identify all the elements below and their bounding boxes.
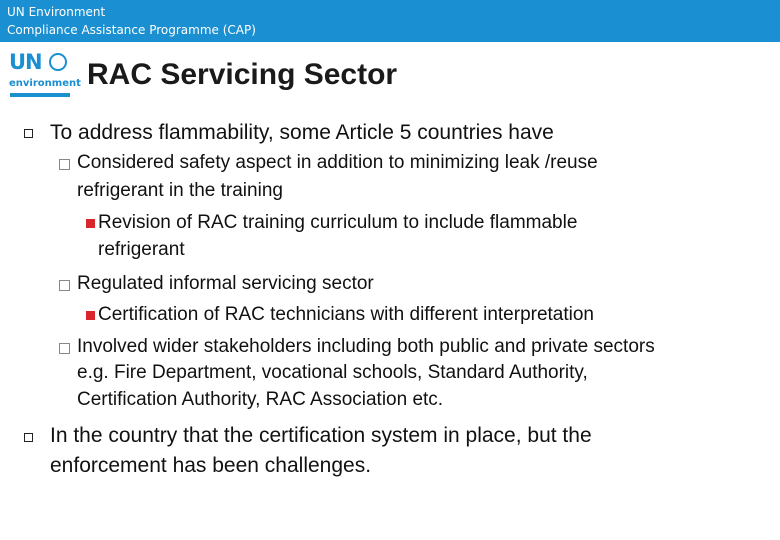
sub-sub-bullet-2: Certification of RAC technicians with different interpretation xyxy=(98,304,595,325)
checkbox-icon xyxy=(59,280,70,291)
sub-bullet-3-line-3: Certification Authority, RAC Association etc. xyxy=(77,389,444,410)
bullet-square-icon xyxy=(24,433,33,442)
logo-mark: UN xyxy=(9,50,42,74)
bullet-2-line-2: enforcement has been challenges. xyxy=(50,454,372,477)
red-square-bullet-icon xyxy=(86,219,95,228)
bullet-2-line-1: In the country that the certification system in place, but the xyxy=(50,424,592,447)
sub-sub-bullet-1-line-1: Revision of RAC training curriculum to include flammable xyxy=(98,212,578,233)
sub-sub-bullet-1-line-2: refrigerant xyxy=(98,239,185,260)
programme-name: Compliance Assistance Programme (CAP) xyxy=(7,23,256,37)
sub-bullet-3-line-1: Involved wider stakeholders including both public and private sectors xyxy=(77,336,655,357)
logo-underline xyxy=(10,93,70,97)
header-bar xyxy=(0,0,780,42)
slide-title: RAC Servicing Sector xyxy=(87,58,398,91)
sub-bullet-1-line-1: Considered safety aspect in addition to minimizing leak /reuse xyxy=(77,152,598,173)
bullet-square-icon xyxy=(24,129,33,138)
red-square-bullet-icon xyxy=(86,311,95,320)
logo-word: environment xyxy=(9,78,81,89)
globe-icon xyxy=(49,53,67,71)
un-environment-logo xyxy=(6,50,81,102)
sub-bullet-2: Regulated informal servicing sector xyxy=(77,273,374,294)
checkbox-icon xyxy=(59,343,70,354)
checkbox-icon xyxy=(59,159,70,170)
sub-bullet-3-line-2: e.g. Fire Department, vocational schools, Standard Authority, xyxy=(77,362,588,383)
org-name: UN Environment xyxy=(7,5,106,19)
sub-bullet-1-line-2: refrigerant in the training xyxy=(77,180,283,201)
bullet-1-text: To address flammability, some Article 5 countries have xyxy=(50,121,554,144)
